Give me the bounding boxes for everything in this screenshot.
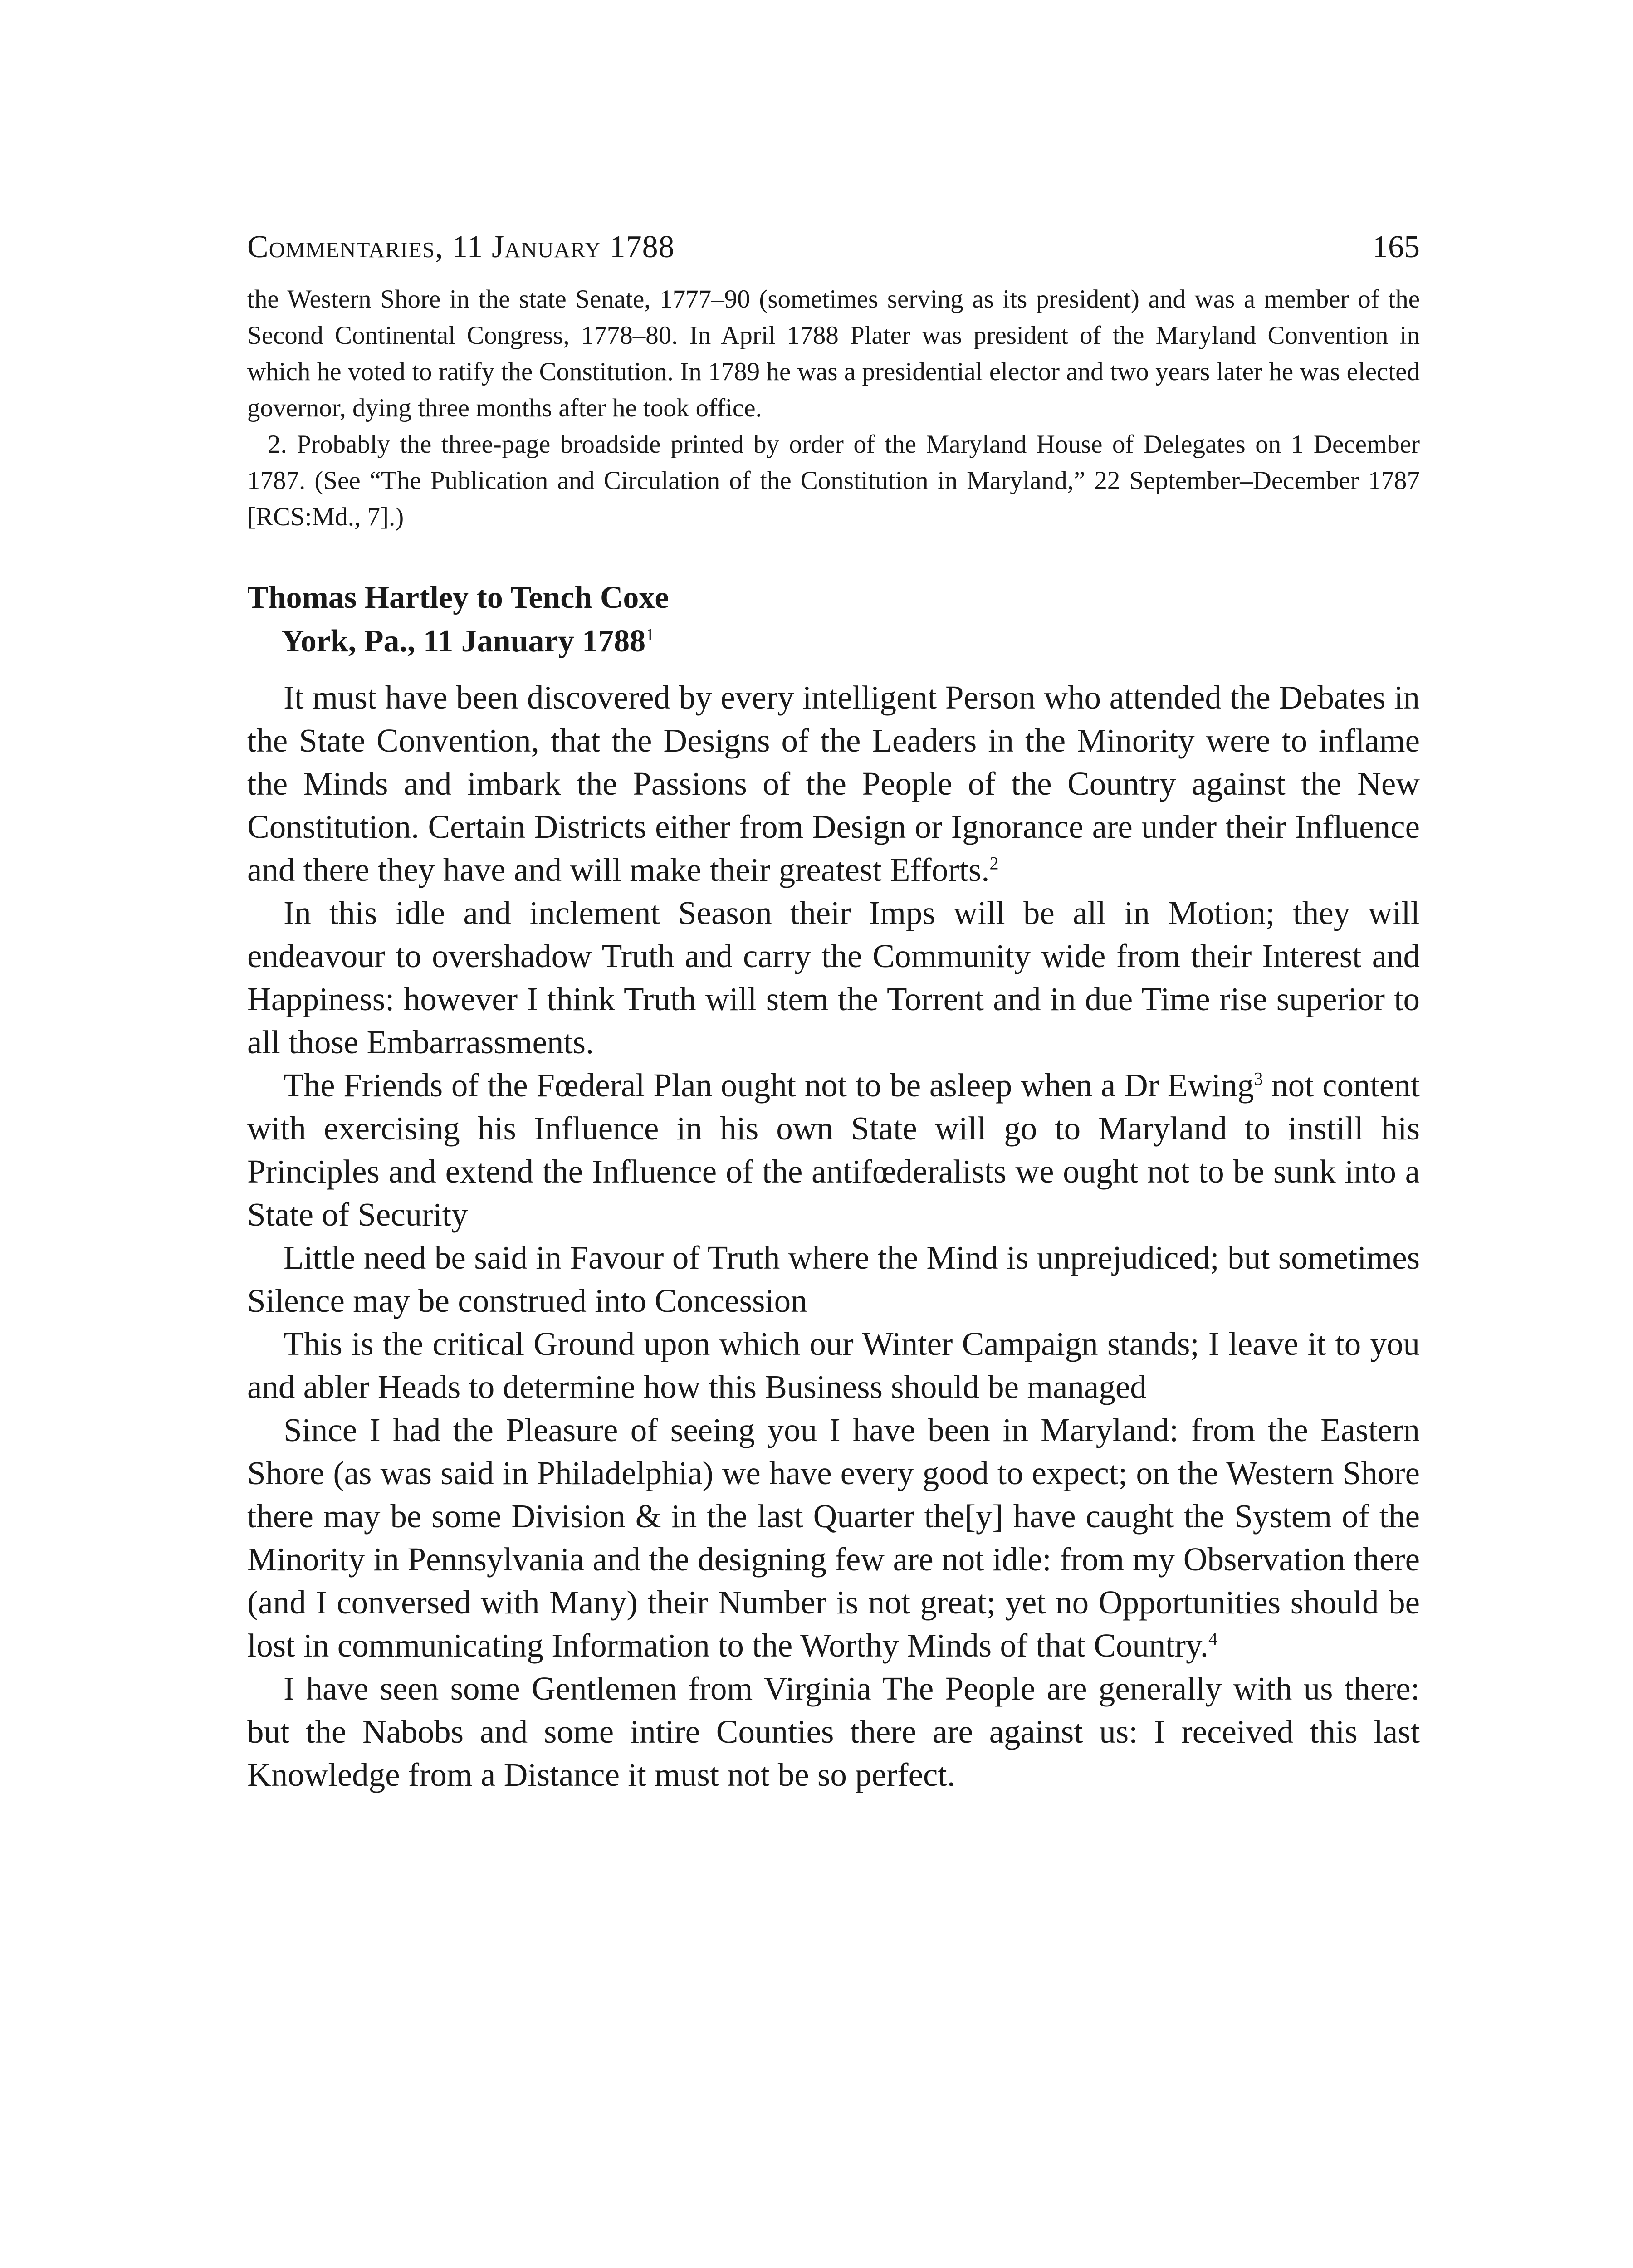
running-head	[247, 218, 1420, 277]
paragraph	[247, 676, 1420, 891]
running-head-title: Commentaries, 11 January 1788	[247, 230, 675, 264]
paragraph: In this idle and inclement Season their Imps will be all in Motion; they will endeavour to overshadow Truth and carry the Community wide from their Interest and Happiness: however I think Truth will stem the Torrent and in due Time rise superior to all those Embarrassments.	[247, 894, 1420, 1061]
footnote-continuation: the Western Shore in the state Senate, 1777–90 (sometimes serving as its president) and was a member of the Second Continental Congress, 1778–80. In April 1788 Plater was president of the Maryland Convention in which he voted to ratify the Constitution. In 1789 he was a presidential elector and two years later he was elected governor, dying three months after he took office.	[247, 285, 1420, 422]
paragraph: Little need be said in Favour of Truth where the Mind is unprejudiced; but sometimes Silence may be construed into Concession	[247, 1239, 1420, 1319]
heading-title: Thomas Hartley to Tench Coxe	[247, 580, 669, 615]
footnote-ref[interactable]: 2	[989, 853, 999, 874]
letter-body	[247, 676, 1420, 1796]
footnotes	[247, 281, 1420, 535]
paragraph: I have seen some Gentlemen from Virginia The People are generally with us there: but the Nabobs and some intire Counties there are against us: I received this last Knowledge from a Distance it must not be so perfect.	[247, 1670, 1420, 1793]
paragraph-text: not content with exercising his Influence in his own State will go to Maryland to instill his Principles and extend the Influence of the antifœderalists we ought not to be sunk into a State of Security	[247, 1067, 1420, 1233]
heading-place-date	[247, 620, 1420, 663]
paragraph-text: Since I had the Pleasure of seeing you I have been in Maryland: from the Eastern Shore (as was said in Philadelphia) we have every good to expect; on the Western Shore there may be some Division & in the last Quarter the[y] have caught the System of the Minority in Pennsylvania and the designing few are not idle: from my Observation there (and I conversed with Many) their Number is not great; yet no Opportunities should be lost in communicating Information to the Worthy Minds of that Country.	[247, 1412, 1420, 1664]
paragraph	[247, 1064, 1420, 1236]
paragraph	[247, 1408, 1420, 1667]
footnote-ref[interactable]: 1	[645, 625, 655, 645]
paragraph-text: It must have been discovered by every intelligent Person who attended the Debates in the State Convention, that the Designs of the Leaders in the Minority were to inflame the Minds and imbark the Passions of the People of the Country against the New Constitution. Certain Districts either from Design or Ignorance are under their Influence and there they have and will make their greatest Efforts.	[247, 679, 1420, 888]
document-page	[247, 218, 1420, 1796]
paragraph: This is the critical Ground upon which our Winter Campaign stands; I leave it to you and abler Heads to determine how this Business should be managed	[247, 1325, 1420, 1405]
footnote-ref[interactable]: 4	[1208, 1628, 1218, 1649]
footnote-ref[interactable]: 3	[1254, 1068, 1263, 1089]
document-heading	[247, 576, 1420, 663]
page-number: 165	[1372, 230, 1420, 264]
heading-place-date-text: York, Pa., 11 January 1788	[281, 624, 646, 659]
footnote-2: 2. Probably the three-page broadside printed by order of the Maryland House of Delegates on 1 December 1787. (See “The Publication and Circulation of the Constitution in Maryland,” 22 September–December 1787 [RCS:Md., 7].)	[247, 430, 1420, 531]
paragraph-text: The Friends of the Fœderal Plan ought not to be asleep when a Dr Ewing	[284, 1067, 1254, 1104]
